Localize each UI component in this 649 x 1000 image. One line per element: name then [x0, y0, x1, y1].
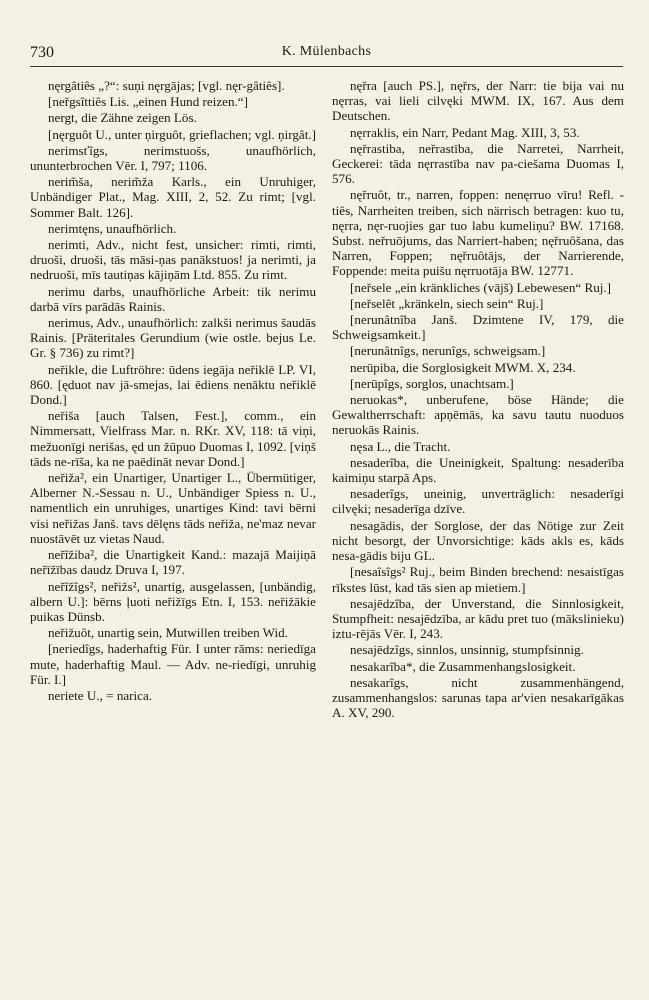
entry: nesakarîgs, nicht zusammenhängend, zusammenhangslos: sarunas tapa ar'vien nesakarīgākas A. XV, 290. — [332, 674, 624, 721]
entry: neřižuôt, unartig sein, Mutwillen treiben Wid. — [48, 625, 288, 641]
entry: neřîžiba², die Unartigkeit Kand.: mazajā Maijiņā neřīžības daudz Druva I, 197. — [30, 547, 316, 578]
entry: [nerunâtnîba Janš. Dzimtene IV, 179, die Schweigsamkeit.] — [332, 312, 624, 343]
entry: [neřgsîttiês Lis. „einen Hund reizen.“] — [48, 94, 248, 110]
entry: nęsa L., die Tracht. — [350, 438, 451, 454]
entry: [neriedîgs, haderhaftig Für. I unter rāms: neriedīga mute, haderhaftig Maul. — Adv. ne-riedīgi, unruhig Für. I.] — [30, 641, 316, 687]
entry: nerūpiba, die Sorglosigkeit MWM. X, 234. — [350, 359, 576, 375]
entry: [neřselêt „kränkeln, siech sein“ Ruj.] — [350, 295, 544, 311]
entry: nesaderîgs, uneinig, unverträglich: nesaderīgi cilvęki; nesaderīga dzīve. — [332, 486, 624, 517]
entry: nergt, die Zähne zeigen Lös. — [48, 110, 197, 126]
entry: neřiša [auch Talsen, Fest.], comm., ein Nimmersatt, Vielfrass Mar. n. RKr. XV, 118: tā viņi, mežuonīgi nerišas, ęd un žūpuo Duomas I, 1092. [viņš tāds ne-rīša, ka ne paēdināt nevar Dond.] — [30, 408, 316, 469]
entry: nęřrastiba, neřrastība, die Narretei, Narrheit, Geckerei: tāda nęrrastība nav pa-ciešama Duomas I, 576. — [332, 140, 624, 187]
running-title: K. Mülenbachs — [281, 44, 372, 59]
entry: [nesaîsîgs² Ruj., beim Binden brechend: nesaistīgas rīkstes lūst, kad tās sien ap mietiem.] — [332, 564, 624, 595]
entry: neruokas*, unberufene, böse Hände; die Gewaltherrschaft: apņēmās, ka savu tautu nuoduos neruokās Rainis. — [332, 392, 624, 438]
entry: nerimtęns, unaufhörlich. — [48, 220, 177, 236]
entry: nęrgâtiês „?“: suņi nęrgājas; [vgl. nęr-gâtiês]. — [48, 78, 285, 93]
entry: nesajēdzîba, der Unverstand, die Sinnlosigkeit, Stumpfheit: nesajēdzība, ar kādu pret tuo (mākslinieku) iztu-rējās Vēr. I, 243. — [332, 595, 624, 642]
left-column — [30, 78, 316, 988]
entry: nesajēdzîgs, sinnlos, unsinnig, stumpfsinnig. — [350, 642, 584, 658]
entry: neřikle, die Luftröhre: ūdens iegāja neřiklē LP. VI, 860. [ęduot nav jā-smejas, lai ēdiens nenāktu neřiklē Dond.] — [30, 361, 316, 408]
entry: nęřra [auch PS.], nęřrs, der Narr: tie bija vai nu nęrras, vai lieli cilvęki MWM. IX, 167. Aus dem Deutschen. — [332, 78, 624, 124]
header-rule — [30, 66, 623, 67]
entry: nerimsťîgs, nerimstuošs, unaufhörlich, ununterbrochen Vēr. I, 797; 1106. — [30, 142, 316, 174]
entry: nerimus, Adv., unaufhörlich: zalkši nerimus šaudās Rainis. [Präteritales Gerundium (wie ostle. bejus Le. Gr. § 736) zu rimt?] — [30, 315, 316, 361]
entry: neřiža², ein Unartiger, Unartiger L., Übermütiger, Alberner N.-Sessau n. U., Unbändiger Spiess n. U., namentlich ein unruhiges, unartiges Kind: tavi bērni visi neřižas Janš. tavs dēlęns tāds neřiža, ne'maz nevar nuostāvēt uz vietas Naud. — [30, 470, 316, 546]
page-header — [30, 44, 623, 64]
entry: [nerūpîgs, sorglos, unachtsam.] — [350, 375, 514, 391]
entry: nesagādis, der Sorglose, der das Nötige zur Zeit nicht besorgt, der Unvorsichtige: kāds akls es, kāds nesa-gādis biju GL. — [332, 517, 624, 564]
entry: neriete U., = narica. — [48, 687, 153, 703]
entry: nesakarîba*, die Zusammenhangslosigkeit. — [350, 658, 576, 674]
entry: [nęrguôt U., unter ņirguôt, grieflachen; vgl. ņirgât.] — [48, 126, 316, 142]
entry: nęrraklis, ein Narr, Pedant Mag. XIII, 3, 53. — [350, 124, 580, 140]
entry: nerim̃ša, nerim̃ža Karls., ein Unruhiger, Unbändiger Plat., Mag. XIII, 2, 52. Zu rimt; [vgl. Sommer Balt. 126]. — [30, 174, 316, 220]
entry: nerimu darbs, unaufhörliche Arbeit: tik nerimu darbā vīrs parādās Rainis. — [30, 283, 316, 314]
entry: [nerunâtnîgs, nerunîgs, schweigsam.] — [350, 343, 546, 359]
entry: nęřruôt, tr., narren, foppen: nenęrruo vīru! Refl. -tiês, Narrheiten treiben, sich närrisch betragen: kuo tu, nęrra, nęr-ruojies gar tuo labu kumeliņu? BW. 17168. Subst. neřruōjums, das Narriert-haben; nęřruôšana, das Narren, Foppen; nęřruôtājs, der Narrierende, Foppende: meita puišu nęrruotāja BW. 12771. — [332, 187, 624, 279]
entry: nerimti, Adv., nicht fest, unsicher: rimti, rimti, druoši, druoši, tās māsi-ņas panākstuos! ja nerimti, ja nedruoši, mīs tautiņas kājiņām Ltd. 855. Zu rimt. — [30, 237, 316, 283]
entry: neřîžîgs², neřižs², unartig, ausgelassen, [unbändig, albern U.]: bērns ļuoti neřižīgs Etn. I, 153. neřižākie puikas Dünsb. — [30, 578, 316, 624]
right-column — [332, 78, 624, 988]
entry: [neřsele „ein kränkliches (vājš) Lebewesen“ Ruj.] — [350, 279, 612, 295]
page-number: 730 — [30, 44, 54, 61]
entry: nesaderîba, die Uneinigkeit, Spaltung: nesaderība kaimiņu starpā Aps. — [332, 454, 624, 486]
